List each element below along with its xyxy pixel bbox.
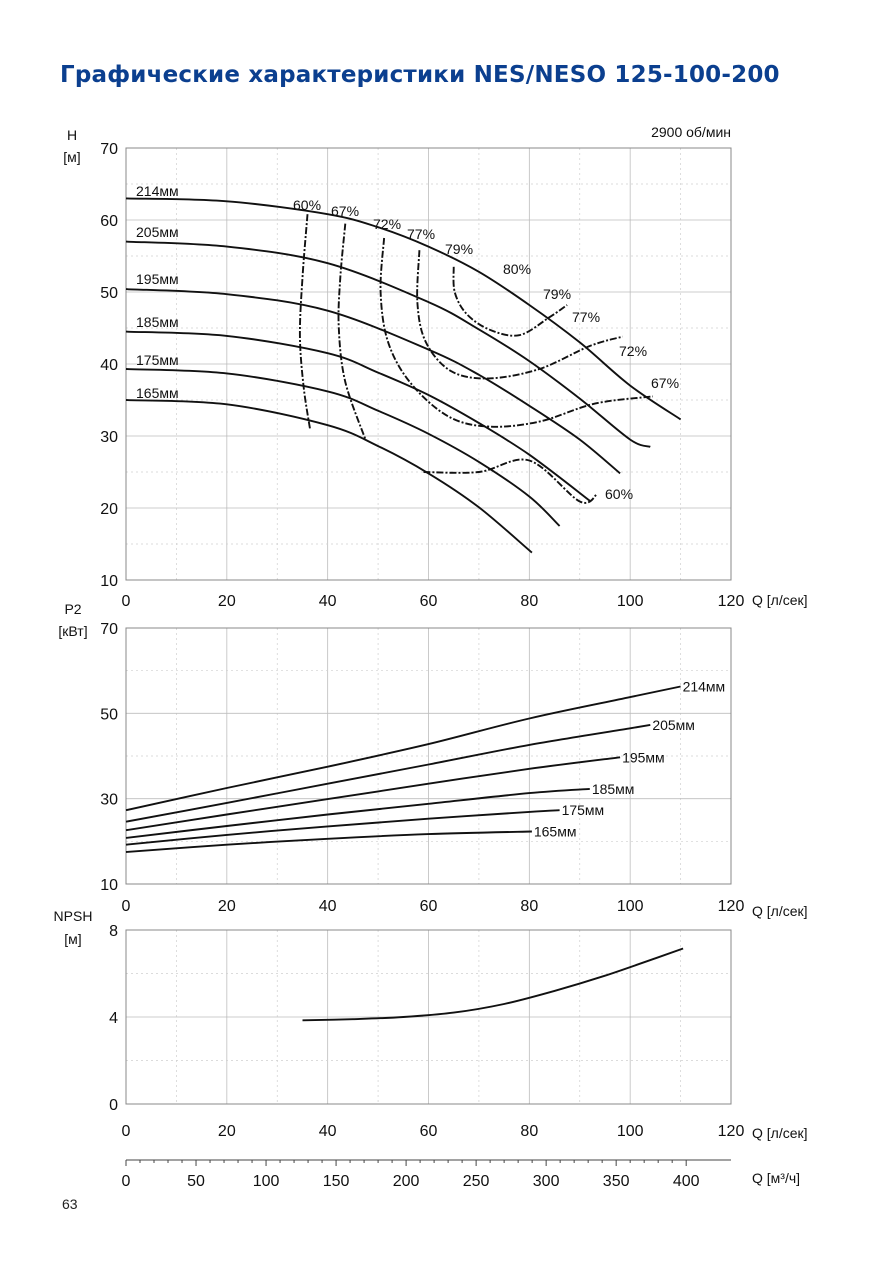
efficiency-curve-60% [424,459,598,502]
y-tick-label: 50 [100,706,118,724]
efficiency-label: 60% [293,197,322,213]
x-tick-label: 100 [616,1123,644,1140]
page-number: 63 [62,1196,78,1212]
y-tick-label: 40 [100,357,118,374]
x-tick-label: 60 [419,1123,438,1140]
head-curve-175мм [126,369,560,526]
impeller-diameter-label: 214мм [136,183,179,199]
efficiency-label: 72% [619,343,648,359]
y-tick-labels [109,923,118,1114]
page-title: Графические характеристики NES/NESO 125-100-200 [60,62,780,88]
power-curve-165мм [126,832,532,853]
x-tick-label: 120 [717,593,745,610]
impeller-diameter-label: 205мм [652,716,695,733]
y-tick-label: 50 [100,285,118,302]
x-axis-label: Q [л/сек] [752,903,808,919]
power-curve-175мм [126,810,560,845]
efficiency-label: 77% [572,309,601,325]
chart-head [63,124,807,610]
y-axis-label: NPSH [53,908,93,924]
y-axis-unit: [м] [63,149,81,165]
y-tick-labels [100,621,118,894]
x-tick-label: 80 [520,898,539,915]
x-axis-label: Q [м³/ч] [752,1170,801,1186]
x-tick-label: 100 [616,593,644,610]
impeller-diameter-label: 165мм [533,823,577,840]
y-tick-label: 0 [109,1097,118,1114]
grid [126,148,731,580]
impeller-diameter-label: 165мм [136,385,179,401]
y-tick-label: 20 [100,501,118,518]
impeller-diameter-label: 185мм [591,780,635,797]
impeller-diameter-label: 205мм [136,224,179,240]
x-axis-label: Q [л/сек] [752,592,808,608]
x-tick-label: 100 [616,898,644,915]
efficiency-label: 67% [331,203,360,219]
y-axis-unit: [м] [64,931,82,947]
x-tick-label: 40 [318,593,337,610]
x-tick-label: 80 [520,593,539,610]
npsh-curve [303,949,684,1021]
efficiency-label: 77% [407,226,436,242]
x-axis-label: Q [л/сек] [752,1125,808,1141]
x-tick-label: 250 [462,1173,490,1190]
x-tick-label: 50 [187,1173,205,1190]
y-tick-labels [100,141,118,590]
y-tick-label: 8 [109,923,118,940]
x-tick-label: 150 [322,1173,350,1190]
x-tick-label: 60 [419,593,438,610]
x-tick-label: 20 [217,1123,236,1140]
x-tick-label: 20 [217,898,236,915]
x-tick-labels [122,1123,745,1140]
x-tick-label: 20 [217,593,236,610]
efficiency-label: 80% [503,261,532,277]
efficiency-curve-60% [300,214,310,429]
y-tick-label: 60 [100,213,118,230]
impeller-diameter-label: 175мм [136,352,179,368]
efficiency-label: 72% [373,216,402,232]
y-axis-unit: [кВт] [58,623,88,639]
y-tick-label: 4 [109,1010,118,1027]
x-tick-label: 40 [318,1123,337,1140]
flow-m3h-axis [122,1160,800,1190]
y-tick-label: 70 [100,621,118,638]
x-tick-label: 350 [602,1173,630,1190]
y-tick-label: 30 [100,791,118,809]
head-curve-185мм [126,332,590,501]
impeller-diameter-label: 195мм [136,271,179,287]
y-tick-label: 70 [100,141,118,158]
impeller-diameter-label: 214мм [682,678,726,695]
x-tick-label: 0 [121,1173,131,1190]
x-tick-label: 200 [392,1173,420,1190]
chart-npsh [54,908,808,1141]
x-tick-label: 60 [419,898,438,915]
x-tick-label: 80 [520,1123,539,1140]
y-axis-label: P2 [64,601,82,617]
impeller-diameter-label: 195мм [622,749,665,766]
efficiency-label: 79% [543,286,572,302]
x-tick-label: 0 [121,593,131,610]
speed-label: 2900 об/мин [651,124,731,140]
grid [126,930,731,1104]
x-tick-label: 0 [121,1123,131,1140]
efficiency-label: 60% [605,486,634,502]
impeller-diameter-label: 175мм [561,802,605,819]
y-tick-label: 30 [100,429,118,446]
x-tick-label: 40 [318,898,337,915]
head-curve-165мм [126,400,532,553]
chart-power [58,601,807,919]
x-tick-label: 0 [121,898,131,915]
y-tick-label: 10 [100,877,118,894]
y-axis-label: H [66,127,78,143]
x-tick-label: 400 [672,1173,700,1190]
x-tick-label: 120 [717,1123,745,1140]
efficiency-label: 67% [651,375,680,391]
y-tick-label: 10 [100,573,118,590]
impeller-diameter-label: 185мм [136,314,179,330]
x-tick-label: 120 [717,898,745,915]
x-tick-labels [122,593,745,610]
efficiency-label: 79% [445,241,474,257]
x-tick-label: 300 [532,1173,560,1190]
x-tick-label: 100 [252,1173,280,1190]
x-tick-labels [122,898,745,915]
